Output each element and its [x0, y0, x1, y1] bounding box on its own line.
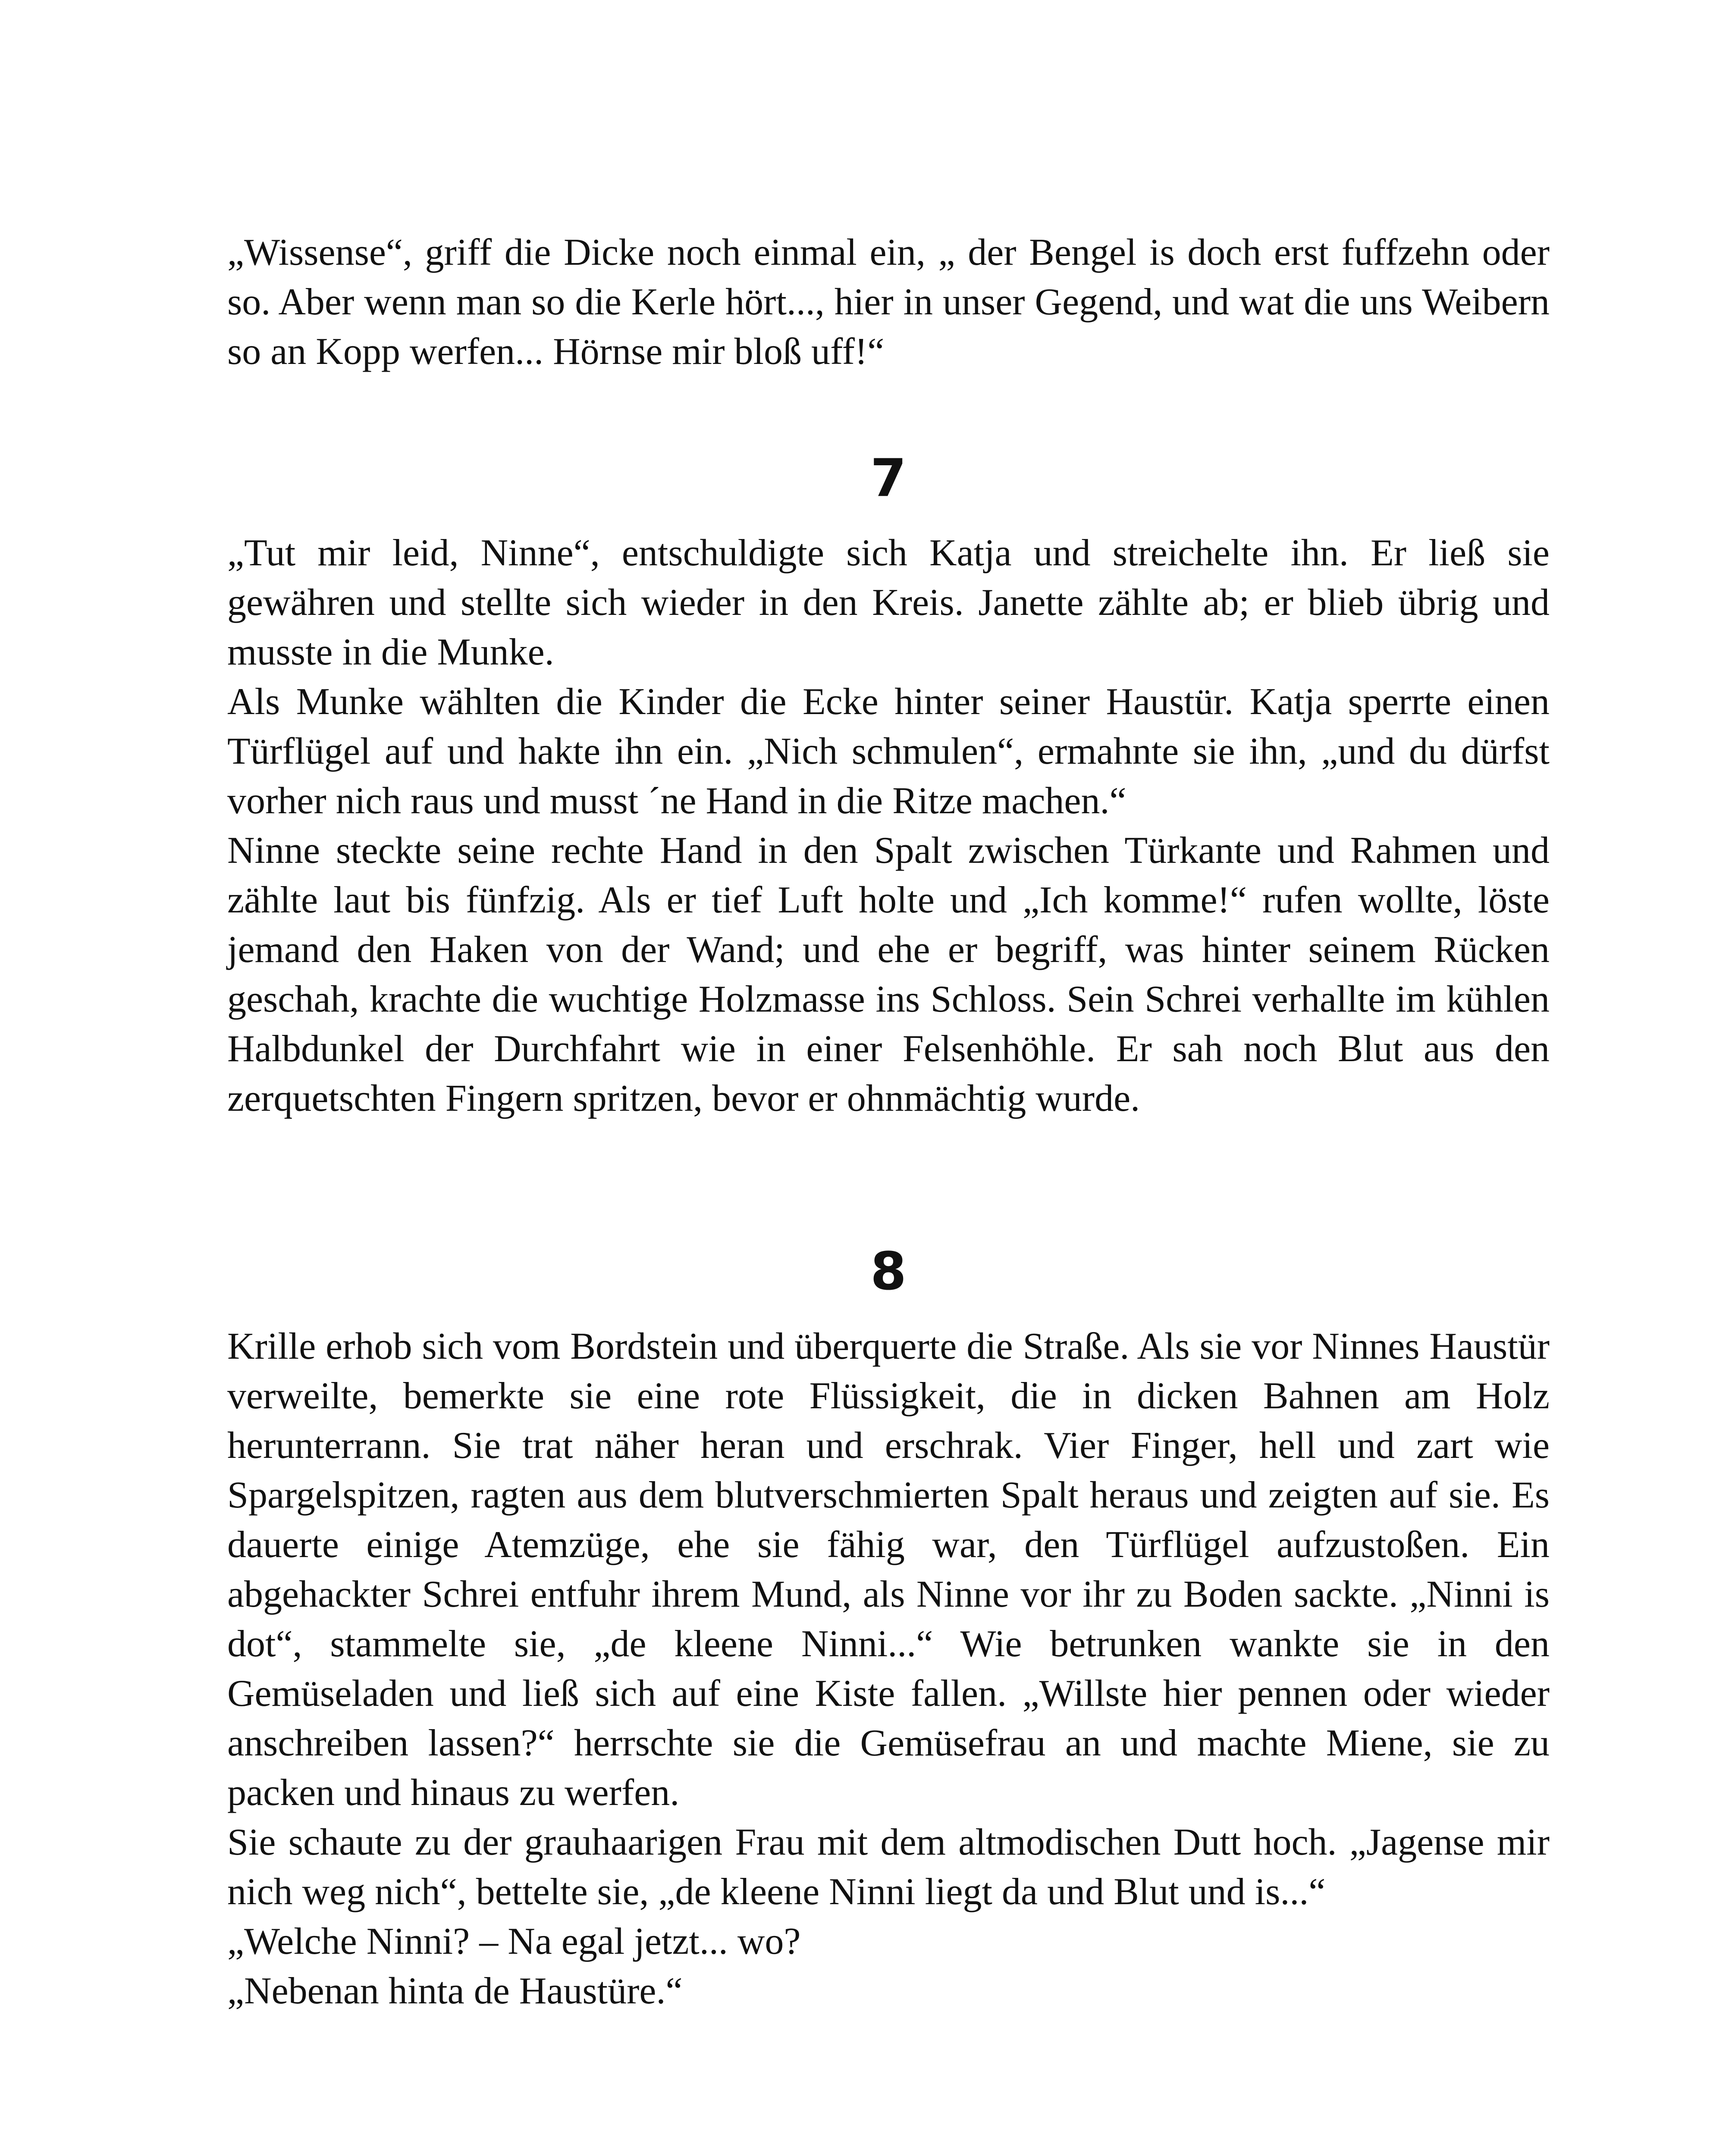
paragraph: Als Munke wählten die Kinder die Ecke hinter seiner Haustür. Katja sperrte einen Türflügel auf und hakte ihn ein. „Nich schmulen“, ermahnte sie ihn, „und du dürfst vorher nich raus und musst ´ne Hand in die Ritze machen.“: [227, 681, 1550, 822]
chapter-7-text-block: [227, 528, 1550, 1123]
paragraph: „Nebenan hinta de Haustüre.“: [227, 1970, 683, 2012]
chapter-heading-7: 7: [870, 448, 907, 508]
paragraph: „Wissense“, griff die Dicke noch einmal ein, „ der Bengel is doch erst fuffzehn oder so. Aber wenn man so die Kerle hört..., hier in unser Gegend, und wat die uns Weibern so an Kopp werfen... Hörnse mir bloß uff!“: [227, 232, 1550, 373]
paragraph: Sie schaute zu der grauhaarigen Frau mit dem altmodischen Dutt hoch. „Jagense mir nich weg nich“, bettelte sie, „de kleene Ninni liegt da und Blut und is...“: [227, 1821, 1550, 1913]
chapter-heading-8: 8: [870, 1242, 907, 1302]
intro-text-block: [227, 228, 1550, 376]
paragraph: „Welche Ninni? – Na egal jetzt... wo?: [227, 1921, 801, 1962]
chapter-8-text-block: [227, 1322, 1550, 2016]
paragraph: „Tut mir leid, Ninne“, entschuldigte sich Katja und streichelte ihn. Er ließ sie gewähren und stellte sich wieder in den Kreis. Janette zählte ab; er blieb übrig und musste in die Munke.: [227, 532, 1550, 673]
paragraph: Krille erhob sich vom Bordstein und überquerte die Straße. Als sie vor Ninnes Haustür verweilte, bemerkte sie eine rote Flüssigkeit, die in dicken Bahnen am Holz herunterrann. Sie trat näher heran und erschrak. Vier Finger, hell und zart wie Spargelspitzen, ragten aus dem blutverschmierten Spalt heraus und zeigten auf sie. Es dauerte einige Atemzüge, ehe sie fähig war, den Türflügel aufzustoßen. Ein abgehackter Schrei entfuhr ihrem Mund, als Ninne vor ihr zu Boden sackte. „Ninni is dot“, stammelte sie, „de kleene Ninni...“ Wie betrunken wankte sie in den Gemüseladen und ließ sich auf eine Kiste fallen. „Willste hier pennen oder wieder anschreiben lassen?“ herrschte sie die Gemüsefrau an und machte Miene, sie zu packen und hinaus zu werfen.: [227, 1326, 1550, 1814]
paragraph: Ninne steckte seine rechte Hand in den Spalt zwischen Türkante und Rahmen und zählte laut bis fünfzig. Als er tief Luft holte und „Ich komme!“ rufen wollte, löste jemand den Haken von der Wand; und ehe er begriff, was hinter seinem Rücken geschah, krachte die wuchtige Holzmasse ins Schloss. Sein Schrei verhallte im kühlen Halbdunkel der Durchfahrt wie in einer Felsenhöhle. Er sah noch Blut aus den zerquetschten Fingern spritzen, bevor er ohnmächtig wurde.: [227, 830, 1550, 1119]
